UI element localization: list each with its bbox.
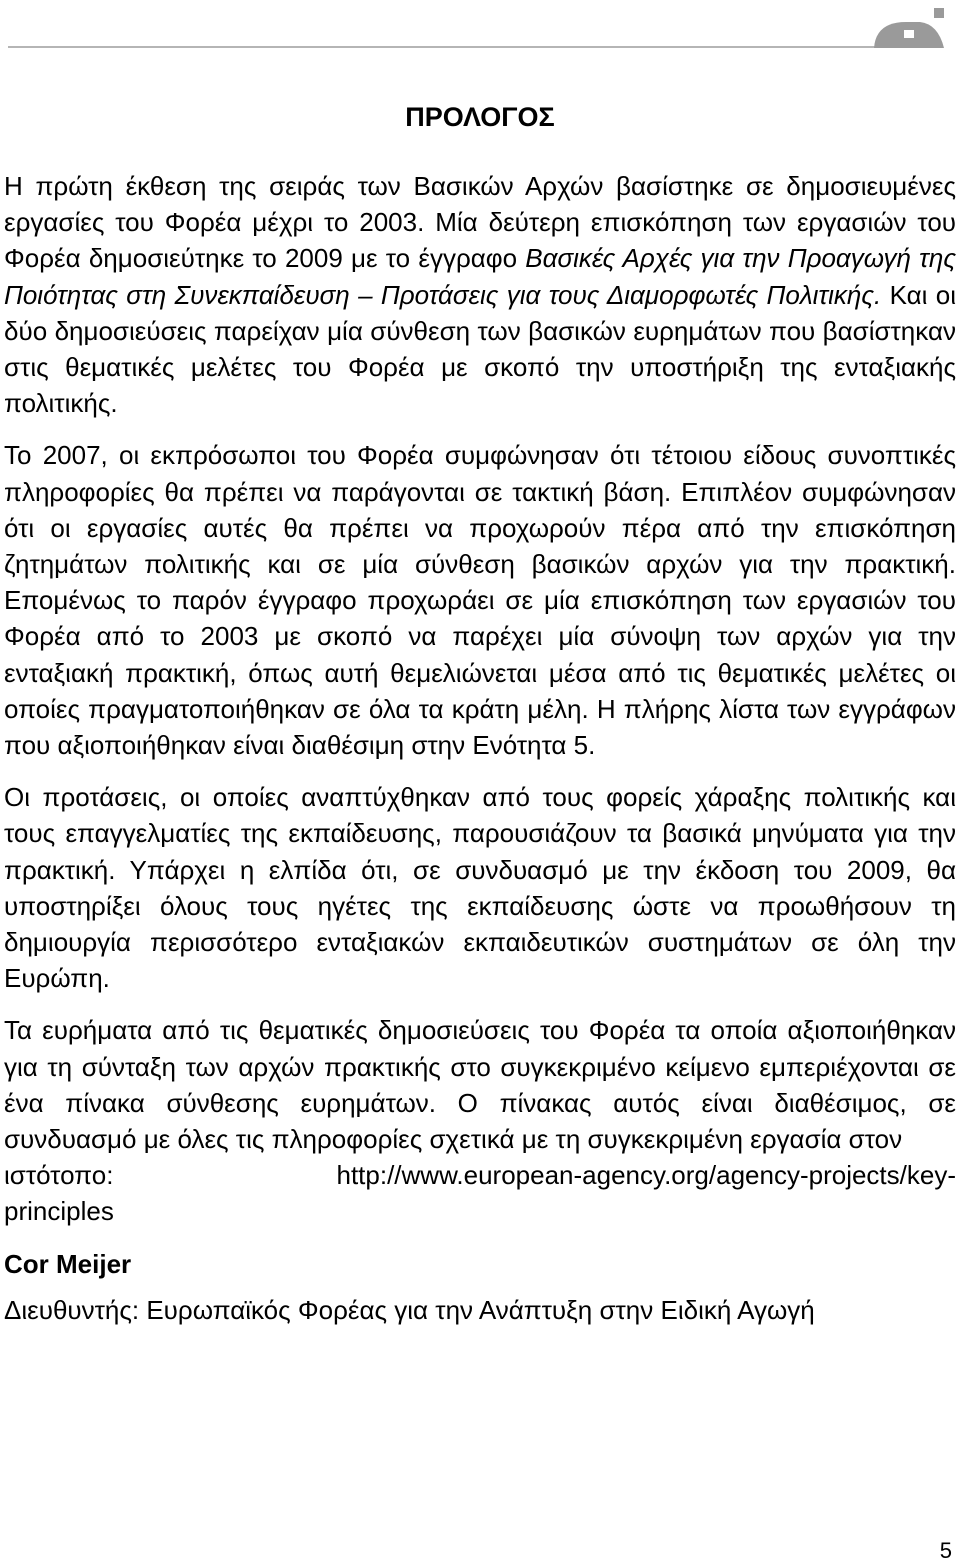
website-line	[4, 1157, 956, 1193]
page-number: 5	[939, 1538, 952, 1563]
paragraph-intro-rest: Και οι δύο δημοσιεύσεις παρείχαν μία σύνθεση των βασικών ευρημάτων που βασίστηκαν στις θεματικές μελέτες του Φορέα με σκοπό την υποστήριξη της ενταξιακής πολιτικής.	[4, 279, 956, 419]
page-title: ΠΡΟΛΟΓΟΣ	[405, 102, 555, 132]
website-link-continuation[interactable]: principles	[4, 1196, 114, 1227]
website-label: ιστότοπο:	[4, 1160, 114, 1191]
paragraph-agreement: Το 2007, οι εκπρόσωποι του Φορέα συμφώνησαν ότι τέτοιου είδους συνοπτικές πληροφορίες θα πρέπει να παράγονται σε τακτική βάση. Επιπλέον συμφώνησαν ότι οι εργασίες αυτές θα πρέπει να προχωρούν πέρα από την επισκόπηση ζητημάτων πολιτικής και σε μία σύνθεση βασικών αρχών για την πρακτική. Επομένως το παρόν έγγραφο προχωράει σε μία επισκόπηση των εργασιών του Φορέα από το 2003 με σκοπό να παρέχει μία σύνοψη των αρχών για την ενταξιακή πρακτική, όπως αυτή θεμελιώνεται μέσα από τις θεματικές μελέτες οι οποίες πραγματοποιήθηκαν σε όλα τα κράτη μέλη. Η πλήρης λίστα των εγγράφων που αξιοποιήθηκαν είναι διαθέσιμη στην Ενότητα 5.	[4, 440, 956, 761]
paragraph-intro	[4, 168, 956, 421]
header-rule	[8, 46, 908, 48]
paragraph-proposals: Οι προτάσεις, οι οποίες αναπτύχθηκαν από τους φορείς χάραξης πολιτικής και τους επαγγελματίες της εκπαίδευσης, παρουσιάζουν τα βασικά μηνύματα για την πρακτική. Υπάρχει η ελπίδα ότι, σε συνδυασμό με την έκδοση του 2009, θα υποστηρίξει όλους τους ηγέτες της εκπαίδευσης ώστε να προωθήσουν τη δημιουργία περισσότερο ενταξιακών εκπαιδευτικών συστημάτων σε όλη την Ευρώπη.	[4, 782, 956, 994]
agency-logo-icon	[868, 2, 958, 52]
signature-name: Cor Meijer	[4, 1248, 132, 1279]
document-body	[4, 168, 956, 1328]
paragraph-intro-lead: Η πρώτη έκθεση της σειράς των Βασικών Αρχών βασίστηκε σε δημοσιευμένες εργασίες του Φορέα μέχρι το 2003. Μία δεύτερη επισκόπηση των εργασιών του Φορέα δημοσιεύτηκε το 2009 με το έγγραφο	[4, 171, 956, 274]
paragraph-findings	[4, 1012, 956, 1229]
paragraph-findings-text: Τα ευρήματα από τις θεματικές δημοσιεύσεις του Φορέα τα οποία αξιοποιήθηκαν για τη σύνταξη των αρχών πρακτικής στο συγκεκριμένο κείμενο εμπεριέχονται σε ένα πίνακα σύνθεσης ευρημάτων. Ο πίνακας αυτός είναι διαθέσιμος, σε συνδυασμό με όλες τις πληροφορίες σχετικά με τη συγκεκριμένη εργασία στον	[4, 1015, 956, 1155]
signature-role: Διευθυντής: Ευρωπαϊκός Φορέας για την Ανάπτυξη στην Ειδική Αγωγή	[4, 1294, 815, 1325]
publication-title: Βασικές Αρχές για την Προαγωγή της Ποιότητας στη Συνεκπαίδευση – Προτάσεις για τους Διαμορφωτές Πολιτικής.	[4, 243, 956, 310]
website-link[interactable]: http://www.european-agency.org/agency-projects/key-	[336, 1160, 956, 1191]
